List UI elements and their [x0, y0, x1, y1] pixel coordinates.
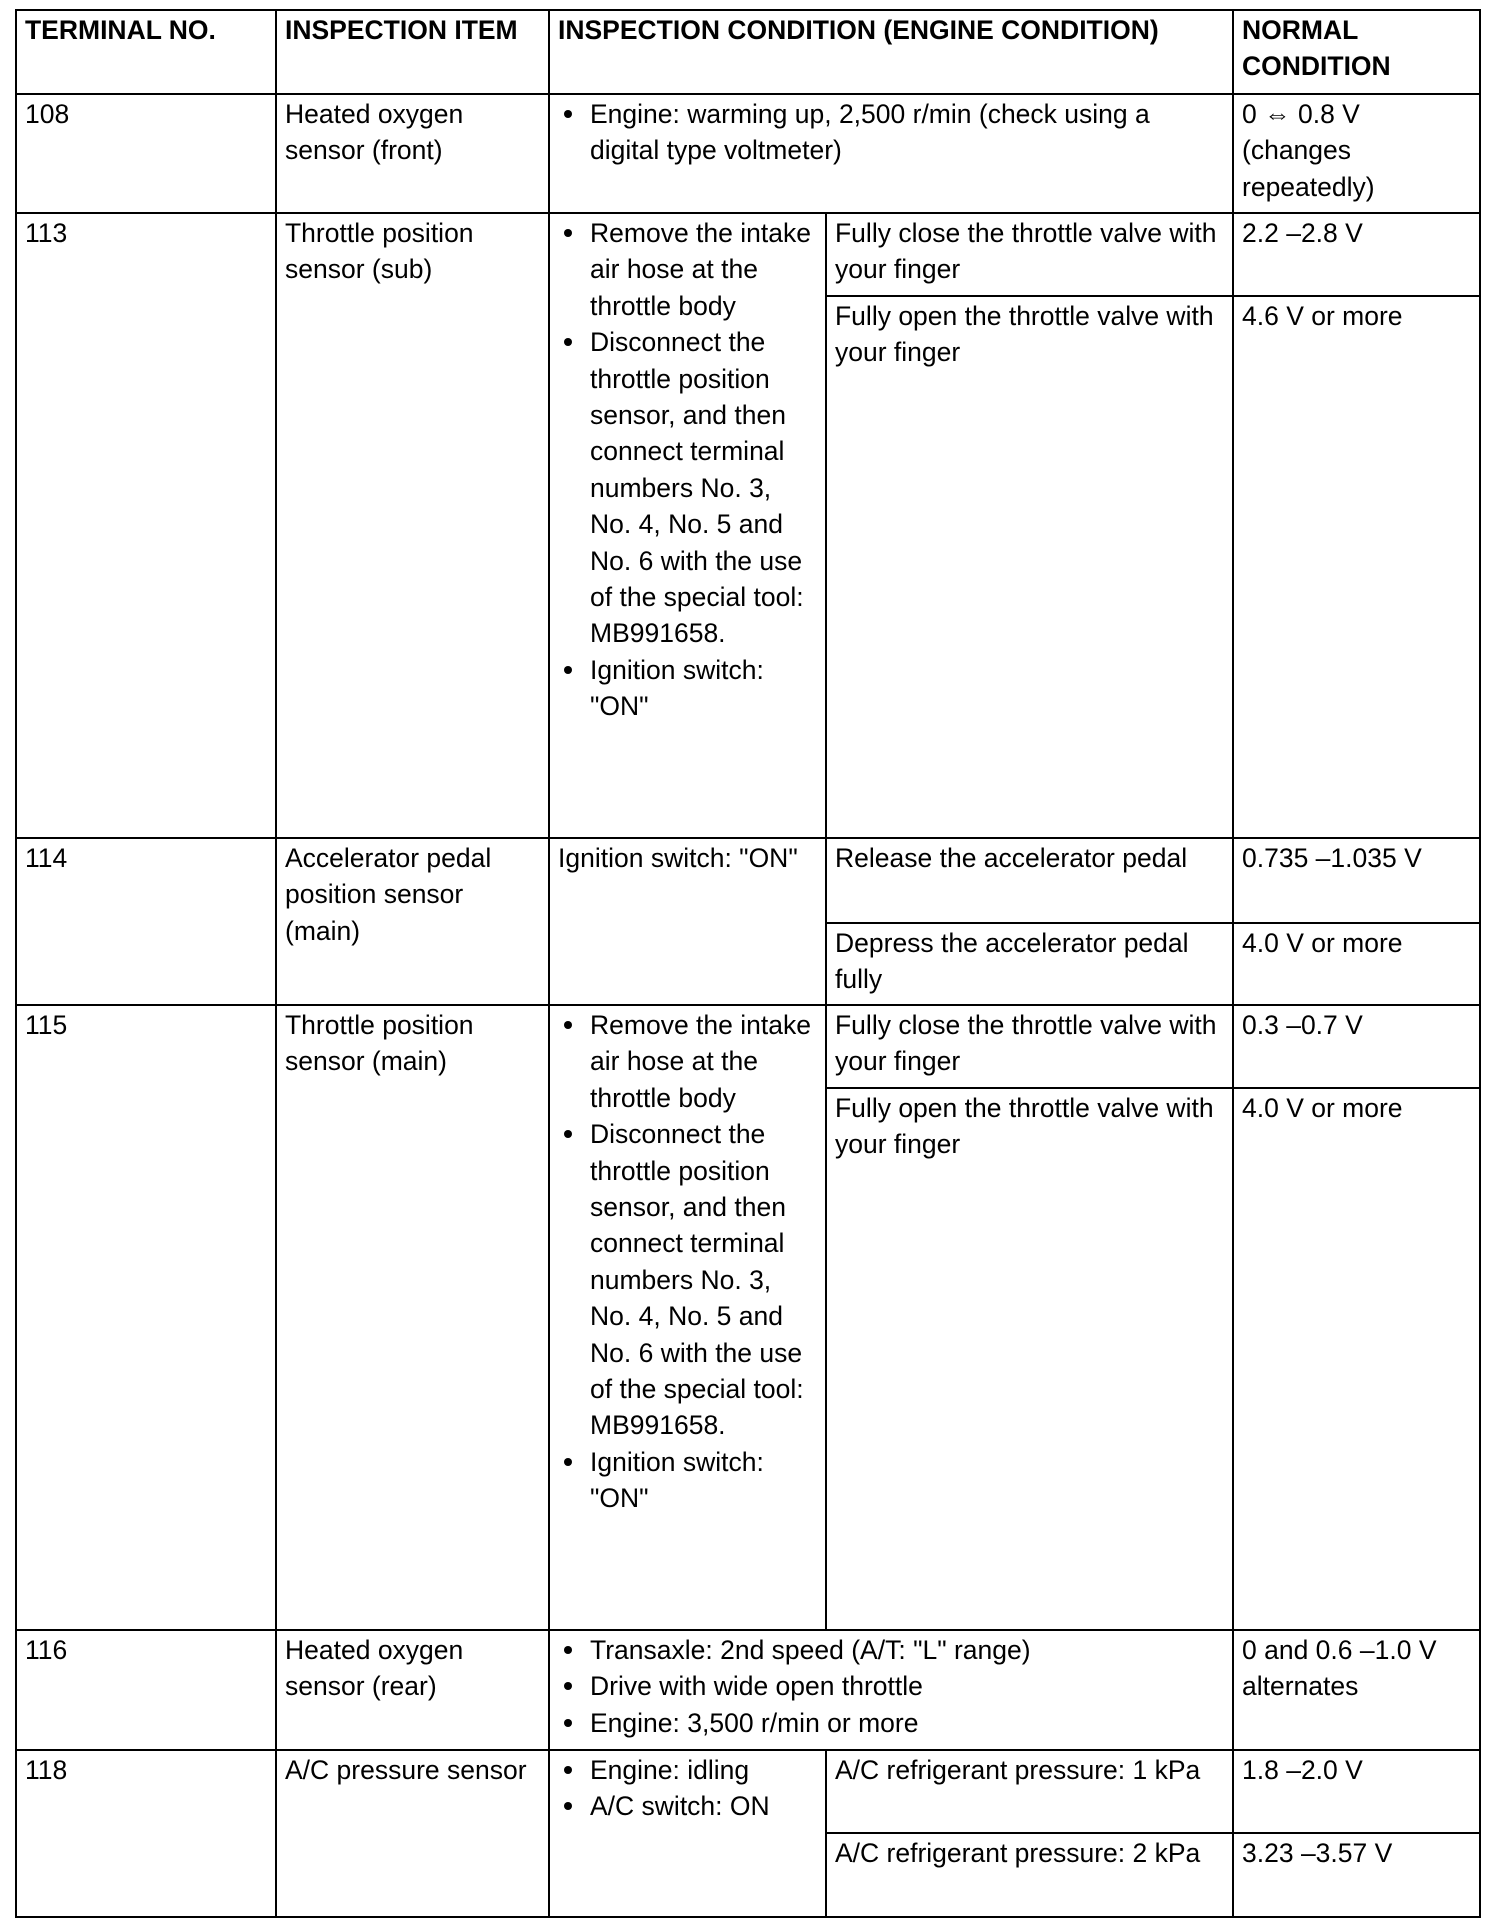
normal-condition: 3.23 –3.57 V [1233, 1833, 1480, 1917]
terminal-no: 116 [16, 1630, 276, 1750]
terminal-no: 113 [16, 213, 276, 838]
condition-bullet: Remove the intake air hose at the throttle body [590, 215, 818, 324]
header-normal-condition: NORMAL CONDITION [1233, 10, 1480, 94]
header-terminal-no: TERMINAL NO. [16, 10, 276, 94]
inspection-item: A/C pressure sensor [276, 1750, 549, 1917]
sub-condition: Release the accelerator pedal [826, 838, 1233, 923]
inspection-item: Throttle position sensor (sub) [276, 213, 549, 838]
sub-condition: A/C refrigerant pressure: 1 kPa [826, 1750, 1233, 1833]
normal-condition: 0 ⇔ 0.8 V (changes repeatedly) [1233, 94, 1480, 213]
normal-condition: 0.735 –1.035 V [1233, 838, 1480, 923]
condition-bullet: Drive with wide open throttle [590, 1668, 1225, 1704]
condition-bullet: Engine: idling [590, 1752, 818, 1788]
table-row-108 [16, 94, 1480, 213]
condition-bullet: Disconnect the throttle position sensor, and then connect terminal numbers No. 3, No. 4, No. 5 and No. 6 with the use of the special tool: MB991658. [590, 1116, 818, 1444]
condition-bullet: Remove the intake air hose at the throttle body [590, 1007, 818, 1116]
normal-condition: 4.0 V or more [1233, 1088, 1480, 1630]
terminal-no: 114 [16, 838, 276, 1005]
sub-condition: Depress the accelerator pedal fully [826, 923, 1233, 1005]
table-row-116 [16, 1630, 1480, 1750]
terminal-no: 118 [16, 1750, 276, 1917]
condition-bullet: Engine: 3,500 r/min or more [590, 1705, 1225, 1741]
normal-condition: 4.0 V or more [1233, 923, 1480, 1005]
inspection-condition [549, 213, 826, 838]
sub-condition: Fully open the throttle valve with your finger [826, 296, 1233, 838]
normal-condition: 4.6 V or more [1233, 296, 1480, 838]
sub-condition: Fully open the throttle valve with your finger [826, 1088, 1233, 1630]
condition-bullet: Engine: warming up, 2,500 r/min (check using a digital type voltmeter) [590, 96, 1225, 169]
condition-bullet: Disconnect the throttle position sensor, and then connect terminal numbers No. 3, No. 4, No. 5 and No. 6 with the use of the special tool: MB991658. [590, 324, 818, 652]
terminal-inspection-table [15, 9, 1481, 1918]
inspection-condition [549, 1750, 826, 1917]
header-inspection-condition: INSPECTION CONDITION (ENGINE CONDITION) [549, 10, 1233, 94]
condition-bullet: Transaxle: 2nd speed (A/T: "L" range) [590, 1632, 1225, 1668]
table-row-115 [16, 1005, 1480, 1088]
table-row-113 [16, 213, 1480, 296]
terminal-no: 108 [16, 94, 276, 213]
inspection-condition [549, 94, 1233, 213]
sub-condition: Fully close the throttle valve with your finger [826, 213, 1233, 296]
condition-bullet: A/C switch: ON [590, 1788, 818, 1824]
header-inspection-item: INSPECTION ITEM [276, 10, 549, 94]
condition-bullet: Ignition switch: "ON" [590, 1444, 818, 1517]
condition-bullet: Ignition switch: "ON" [590, 652, 818, 725]
inspection-item: Heated oxygen sensor (rear) [276, 1630, 549, 1750]
terminal-no: 115 [16, 1005, 276, 1630]
inspection-condition: Ignition switch: "ON" [549, 838, 826, 1005]
sub-condition: A/C refrigerant pressure: 2 kPa [826, 1833, 1233, 1917]
inspection-condition [549, 1630, 1233, 1750]
inspection-item: Heated oxygen sensor (front) [276, 94, 549, 213]
normal-condition: 0.3 –0.7 V [1233, 1005, 1480, 1088]
inspection-item: Throttle position sensor (main) [276, 1005, 549, 1630]
normal-condition: 2.2 –2.8 V [1233, 213, 1480, 296]
inspection-item: Accelerator pedal position sensor (main) [276, 838, 549, 1005]
header-row [16, 10, 1480, 94]
inspection-condition [549, 1005, 826, 1630]
normal-condition: 1.8 –2.0 V [1233, 1750, 1480, 1833]
sub-condition: Fully close the throttle valve with your finger [826, 1005, 1233, 1088]
table-row-114 [16, 838, 1480, 923]
table-row-118 [16, 1750, 1480, 1833]
normal-condition: 0 and 0.6 –1.0 V alternates [1233, 1630, 1480, 1750]
